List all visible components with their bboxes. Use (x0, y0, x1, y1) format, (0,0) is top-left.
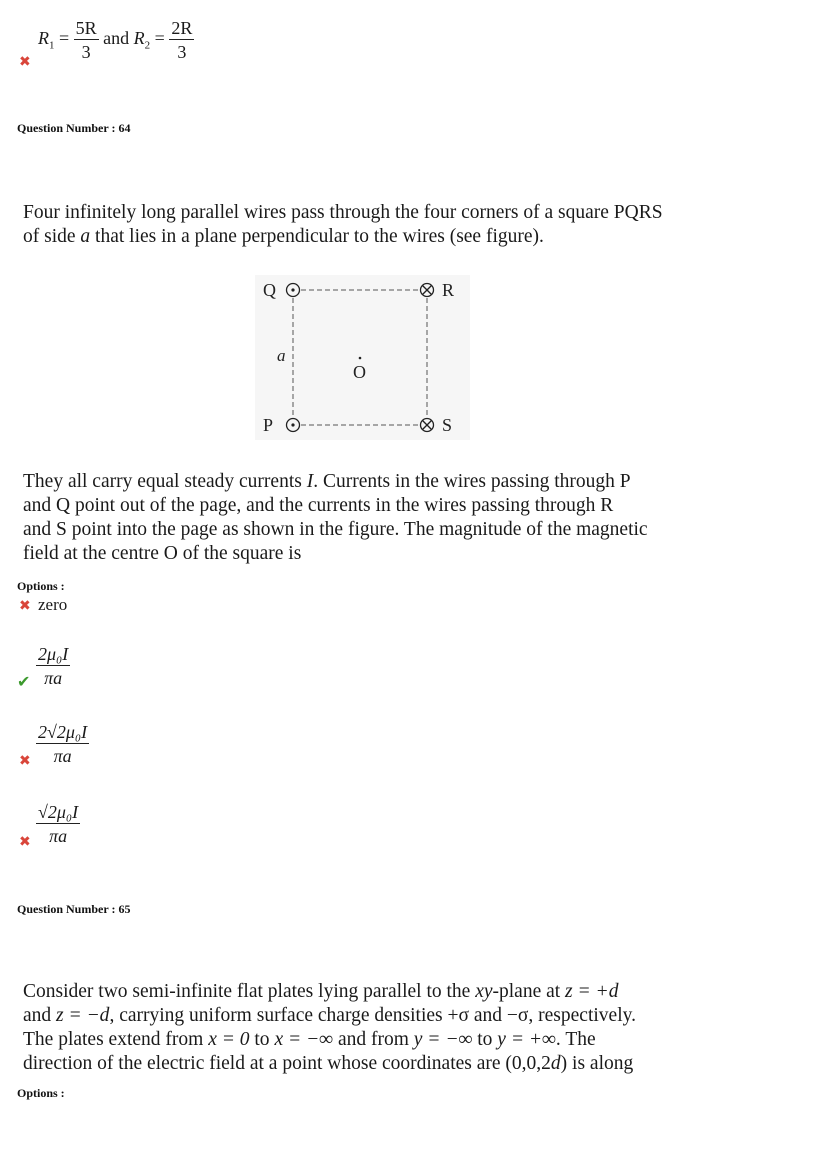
correct-mark-icon: ✔ (17, 672, 31, 691)
r2-denominator: 3 (177, 42, 187, 62)
question-number-65: Question Number : 65 (17, 902, 131, 916)
option-1-text[interactable]: zero (38, 595, 68, 614)
wrong-mark-icon: ✖ (19, 834, 31, 850)
r2-symbol: R (133, 28, 145, 49)
body-line-1: They all carry equal steady currents I. Currents in the wires passing through P (23, 471, 631, 492)
option-3-formula[interactable] (36, 722, 89, 766)
prev-option-formula: $R_1$ = $\frac{5R}{3}$ and $R_2$ = $\frac{2R}{3}$ (38, 18, 193, 62)
body-line-4: field at the centre O of the square is (23, 543, 302, 564)
q65-line-3: The plates extend from x = 0 to x = −∞ and from y = −∞ to y = +∞. The (23, 1029, 596, 1050)
r2-numerator: 2R (171, 18, 193, 38)
q65-line-1: Consider two semi-infinite flat plates lying parallel to the xy-plane at z = +d (23, 981, 619, 1002)
label-Q: Q (263, 280, 276, 300)
option-3-numerator: 2√2μ₀I (38, 722, 88, 742)
r1-symbol: R (38, 28, 49, 49)
current-out-of-page-icon (287, 284, 300, 297)
body-line-2: and Q point out of the page, and the currents in the wires passing through R (23, 495, 614, 516)
question-65-body (23, 980, 713, 1076)
center-dot (359, 357, 362, 360)
option-4-denominator: πa (49, 826, 68, 846)
option-2-formula[interactable] (36, 644, 70, 688)
intro-line-1: Four infinitely long parallel wires pass through the four corners of a square PQRS (23, 202, 663, 223)
option-2-denominator: πa (44, 668, 63, 688)
r1-numerator: 5R (75, 18, 97, 38)
square-wires-figure (255, 275, 470, 440)
current-into-page-icon (421, 419, 434, 432)
wrong-mark-icon: ✖ (19, 54, 31, 70)
options-label-65: Options : (17, 1086, 65, 1100)
r1-fraction (74, 18, 99, 62)
label-P: P (263, 415, 274, 435)
and-word: and (103, 28, 130, 49)
option-3-denominator: πa (53, 746, 72, 766)
intro-line-2: of side a that lies in a plane perpendicular to the wires (see figure). (23, 226, 544, 247)
label-side-a: a (277, 346, 286, 365)
body-line-3: and S point into the page as shown in the figure. The magnitude of the magnetic (23, 519, 648, 540)
options-label-64: Options : (17, 579, 65, 593)
label-S: S (442, 415, 453, 435)
question-64-body (23, 470, 713, 566)
label-R: R (442, 280, 455, 300)
r2-subscript: 2 (144, 39, 151, 52)
current-out-of-page-icon (287, 419, 300, 432)
question-number-64: Question Number : 64 (17, 121, 131, 135)
r2-fraction (169, 18, 194, 62)
wrong-mark-icon: ✖ (19, 753, 31, 769)
question-64-intro (23, 201, 713, 249)
q65-line-2: and z = −d, carrying uniform surface charge densities +σ and −σ, respectively. (23, 1005, 636, 1026)
option-4-numerator: √2μ₀I (38, 802, 79, 822)
label-O: O (353, 362, 366, 382)
q65-line-4: direction of the electric field at a point whose coordinates are (0,0,2d) is along (23, 1053, 634, 1074)
r1-subscript: 1 (49, 39, 55, 52)
r1-denominator: 3 (81, 42, 91, 62)
current-into-page-icon (421, 284, 434, 297)
option-2-numerator: 2μ₀I (38, 644, 69, 664)
wrong-mark-icon: ✖ (19, 598, 31, 614)
option-4-formula[interactable] (36, 802, 80, 846)
